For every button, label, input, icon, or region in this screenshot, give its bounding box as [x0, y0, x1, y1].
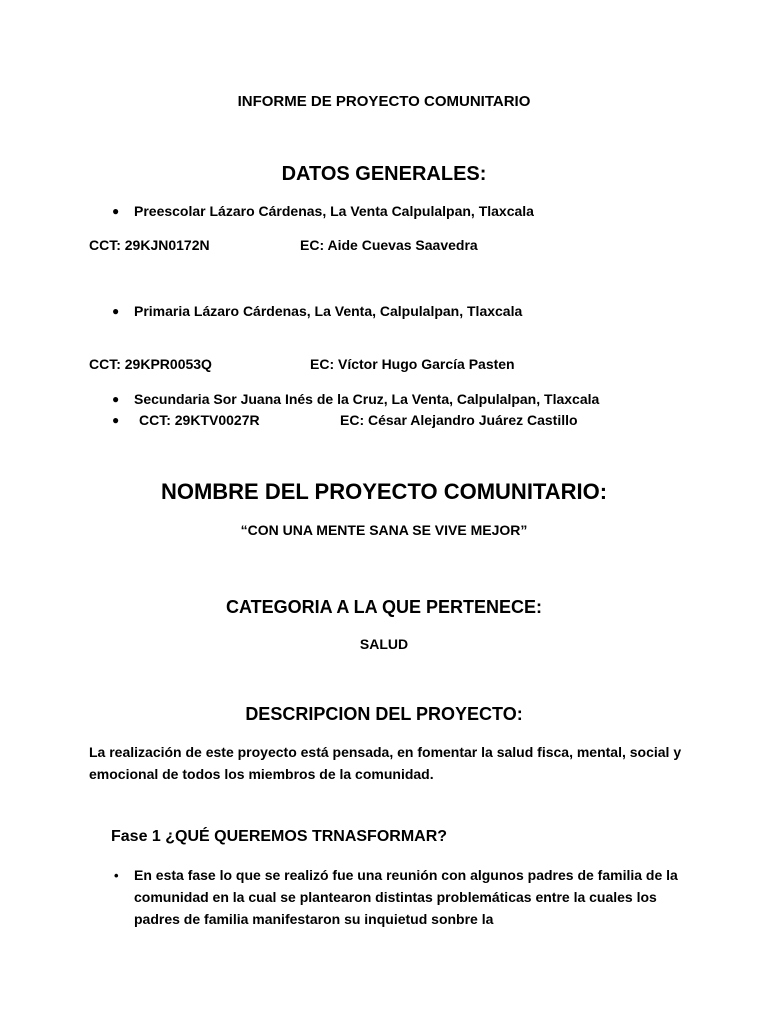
category-heading: CATEGORIA A LA QUE PERTENECE: [225, 597, 542, 617]
school-cct-secundaria: CCT: 29KTV0027R [139, 412, 260, 428]
project-name-value: “CON UNA MENTE SANA SE VIVE MEJOR” [240, 522, 528, 538]
bullet-icon: ● [112, 304, 120, 318]
general-data-heading: DATOS GENERALES: [281, 163, 487, 185]
bullet-icon: ● [112, 413, 120, 427]
school-ec-primaria: EC: Víctor Hugo García Pasten [310, 356, 515, 372]
bullet-icon: • [114, 868, 119, 883]
project-name-heading: NOMBRE DEL PROYECTO COMUNITARIO: [160, 479, 608, 504]
school-ec-preescolar: EC: Aide Cuevas Saavedra [300, 237, 478, 253]
description-text: La realización de este proyecto está pensada, en fomentar la salud fisca, mental, social y emocional de todos los miembros de la comunidad. [89, 744, 682, 782]
phase1-heading: Fase 1 ¿QUÉ QUEREMOS TRNASFORMAR? [111, 828, 448, 845]
description-heading: DESCRIPCION DEL PROYECTO: [245, 704, 523, 724]
school-ec-secundaria: EC: César Alejandro Juárez Castillo [340, 412, 578, 428]
phase1-text: En esta fase lo que se realizó fue una reunión con algunos padres de familia de la comunidad en la cual se plantearon distintas problemáticas entre la cuales los padres de familia manifestaron su inquietud sonbre la [134, 867, 678, 927]
school-cct-primaria: CCT: 29KPR0053Q [89, 356, 212, 372]
bullet-icon: ● [112, 204, 120, 218]
school-name-preescolar: Preescolar Lázaro Cárdenas, La Venta Calpulalpan, Tlaxcala [134, 203, 534, 219]
school-name-secundaria: Secundaria Sor Juana Inés de la Cruz, La Venta, Calpulalpan, Tlaxcala [134, 391, 600, 407]
bullet-icon: ● [112, 392, 120, 406]
school-cct-preescolar: CCT: 29KJN0172N [89, 237, 210, 253]
school-name-primaria: Primaria Lázaro Cárdenas, La Venta, Calpulalpan, Tlaxcala [134, 303, 523, 319]
category-value: SALUD [359, 636, 409, 652]
document-title: INFORME DE PROYECTO COMUNITARIO [237, 93, 531, 110]
